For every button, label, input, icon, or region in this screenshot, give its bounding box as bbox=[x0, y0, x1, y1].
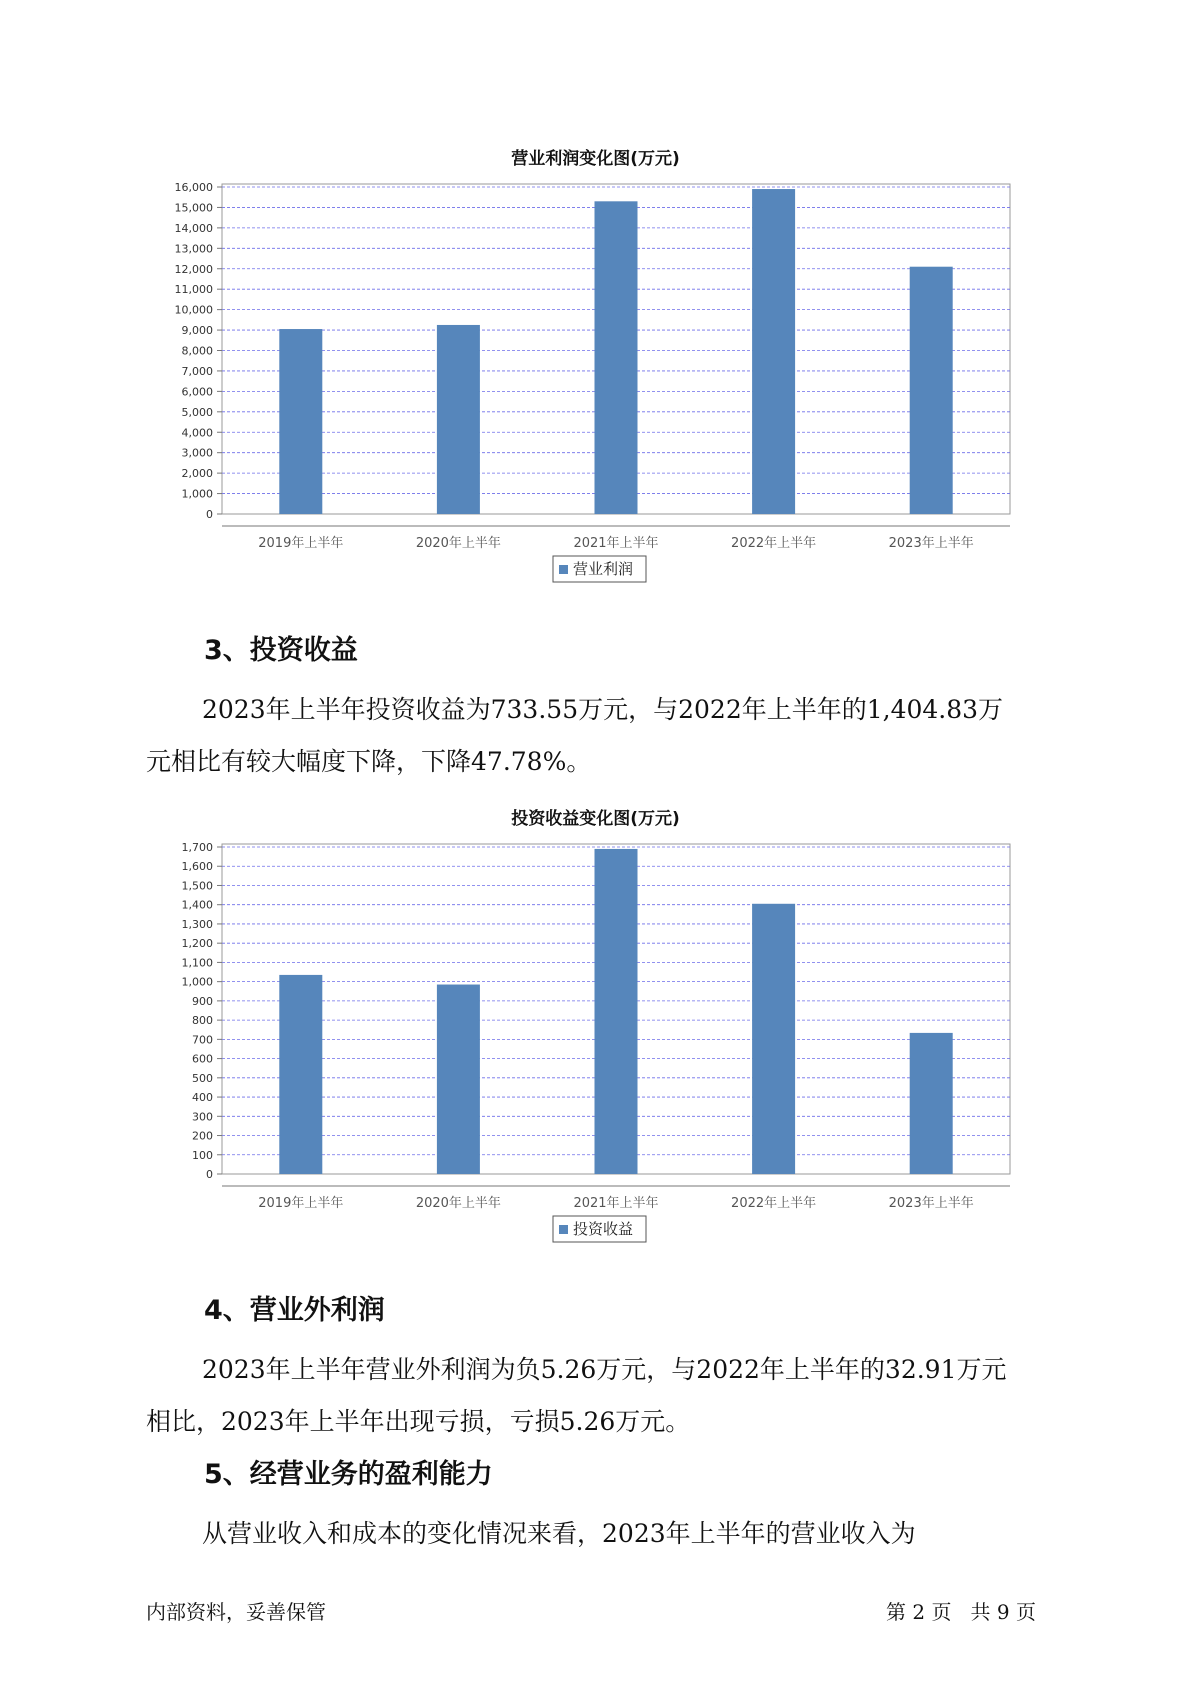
y-tick-label: 9,000 bbox=[181, 324, 213, 338]
chart-investment-income bbox=[0, 830, 1191, 1250]
section-paragraph-3 bbox=[146, 684, 1066, 788]
y-tick-label: 0 bbox=[206, 1168, 213, 1181]
y-tick-label: 15,000 bbox=[174, 201, 213, 215]
bar bbox=[437, 985, 480, 1174]
paragraph-line: 相比，2023年上半年出现亏损，亏损5.26万元。 bbox=[146, 1407, 691, 1436]
y-tick-label: 10,000 bbox=[174, 303, 213, 317]
x-tick-label: 2021年上半年 bbox=[573, 1196, 659, 1211]
y-tick-label: 500 bbox=[192, 1071, 213, 1085]
x-tick-label: 2020年上半年 bbox=[415, 1196, 501, 1211]
y-tick-label: 7,000 bbox=[181, 364, 213, 378]
y-tick-label: 300 bbox=[192, 1110, 213, 1124]
y-tick-label: 1,300 bbox=[181, 917, 213, 931]
section-heading-4: 4、营业外利润 bbox=[204, 1295, 385, 1326]
legend-label: 投资收益 bbox=[573, 1220, 634, 1238]
x-tick-label: 2021年上半年 bbox=[573, 536, 659, 551]
y-tick-label: 800 bbox=[192, 1014, 213, 1028]
chart-operating-profit bbox=[0, 170, 1191, 590]
legend-swatch bbox=[559, 1225, 568, 1234]
y-tick-label: 6,000 bbox=[181, 385, 213, 399]
bar bbox=[910, 1033, 953, 1174]
y-tick-label: 100 bbox=[192, 1148, 213, 1162]
x-tick-label: 2020年上半年 bbox=[415, 536, 501, 551]
y-tick-label: 400 bbox=[192, 1091, 213, 1105]
x-tick-label: 2022年上半年 bbox=[731, 536, 817, 551]
x-tick-label: 2022年上半年 bbox=[731, 1196, 817, 1211]
y-tick-label: 12,000 bbox=[174, 262, 213, 276]
y-tick-label: 8,000 bbox=[181, 344, 213, 358]
paragraph-line: 2023年上半年营业外利润为负5.26万元，与2022年上半年的32.91万元 bbox=[202, 1355, 1007, 1384]
paragraph-line: 从营业收入和成本的变化情况来看，2023年上半年的营业收入为 bbox=[202, 1519, 916, 1548]
y-tick-label: 600 bbox=[192, 1052, 213, 1066]
y-tick-label: 11,000 bbox=[174, 283, 213, 297]
chart-title-operating-profit: 营业利润变化图(万元) bbox=[511, 149, 680, 169]
y-tick-label: 13,000 bbox=[174, 242, 213, 256]
paragraph-line: 元相比有较大幅度下降，下降47.78%。 bbox=[146, 747, 592, 776]
bar bbox=[279, 329, 322, 514]
y-tick-label: 1,500 bbox=[181, 879, 213, 893]
x-tick-label: 2019年上半年 bbox=[258, 536, 344, 551]
section-paragraph-5 bbox=[146, 1508, 1066, 1560]
bar bbox=[752, 189, 795, 514]
y-tick-label: 1,100 bbox=[181, 956, 213, 970]
y-tick-label: 1,000 bbox=[181, 975, 213, 989]
bar bbox=[910, 267, 953, 514]
paragraph-line: 2023年上半年投资收益为733.55万元，与2022年上半年的1,404.83万 bbox=[202, 695, 1004, 724]
section-heading-3: 3、投资收益 bbox=[204, 635, 358, 666]
y-tick-label: 16,000 bbox=[174, 181, 213, 194]
y-tick-label: 1,700 bbox=[181, 841, 213, 854]
bar bbox=[595, 849, 638, 1174]
footer-confidential-note: 内部资料，妥善保管 bbox=[146, 1600, 326, 1624]
y-tick-label: 4,000 bbox=[181, 426, 213, 440]
x-tick-label: 2023年上半年 bbox=[888, 1196, 974, 1211]
y-tick-label: 900 bbox=[192, 994, 213, 1008]
chart-title-investment-income: 投资收益变化图(万元) bbox=[511, 809, 680, 829]
y-tick-label: 2,000 bbox=[181, 467, 213, 481]
section-heading-5: 5、经营业务的盈利能力 bbox=[204, 1459, 493, 1490]
y-tick-label: 1,000 bbox=[181, 487, 213, 501]
section-paragraph-4 bbox=[146, 1344, 1066, 1448]
bar bbox=[279, 975, 322, 1174]
y-tick-label: 200 bbox=[192, 1129, 213, 1143]
legend-swatch bbox=[559, 565, 568, 574]
y-tick-label: 3,000 bbox=[181, 446, 213, 460]
y-tick-label: 700 bbox=[192, 1033, 213, 1047]
bar bbox=[437, 325, 480, 514]
x-tick-label: 2019年上半年 bbox=[258, 1196, 344, 1211]
y-tick-label: 0 bbox=[206, 508, 213, 521]
footer-page-number: 第 2 页 共 9 页 bbox=[886, 1600, 1036, 1624]
bar bbox=[595, 201, 638, 514]
legend-label: 营业利润 bbox=[573, 560, 634, 578]
y-tick-label: 5,000 bbox=[181, 405, 213, 419]
y-tick-label: 14,000 bbox=[174, 221, 213, 235]
bar bbox=[752, 904, 795, 1174]
y-tick-label: 1,600 bbox=[181, 860, 213, 874]
y-tick-label: 1,200 bbox=[181, 937, 213, 951]
y-tick-label: 1,400 bbox=[181, 898, 213, 912]
x-tick-label: 2023年上半年 bbox=[888, 536, 974, 551]
